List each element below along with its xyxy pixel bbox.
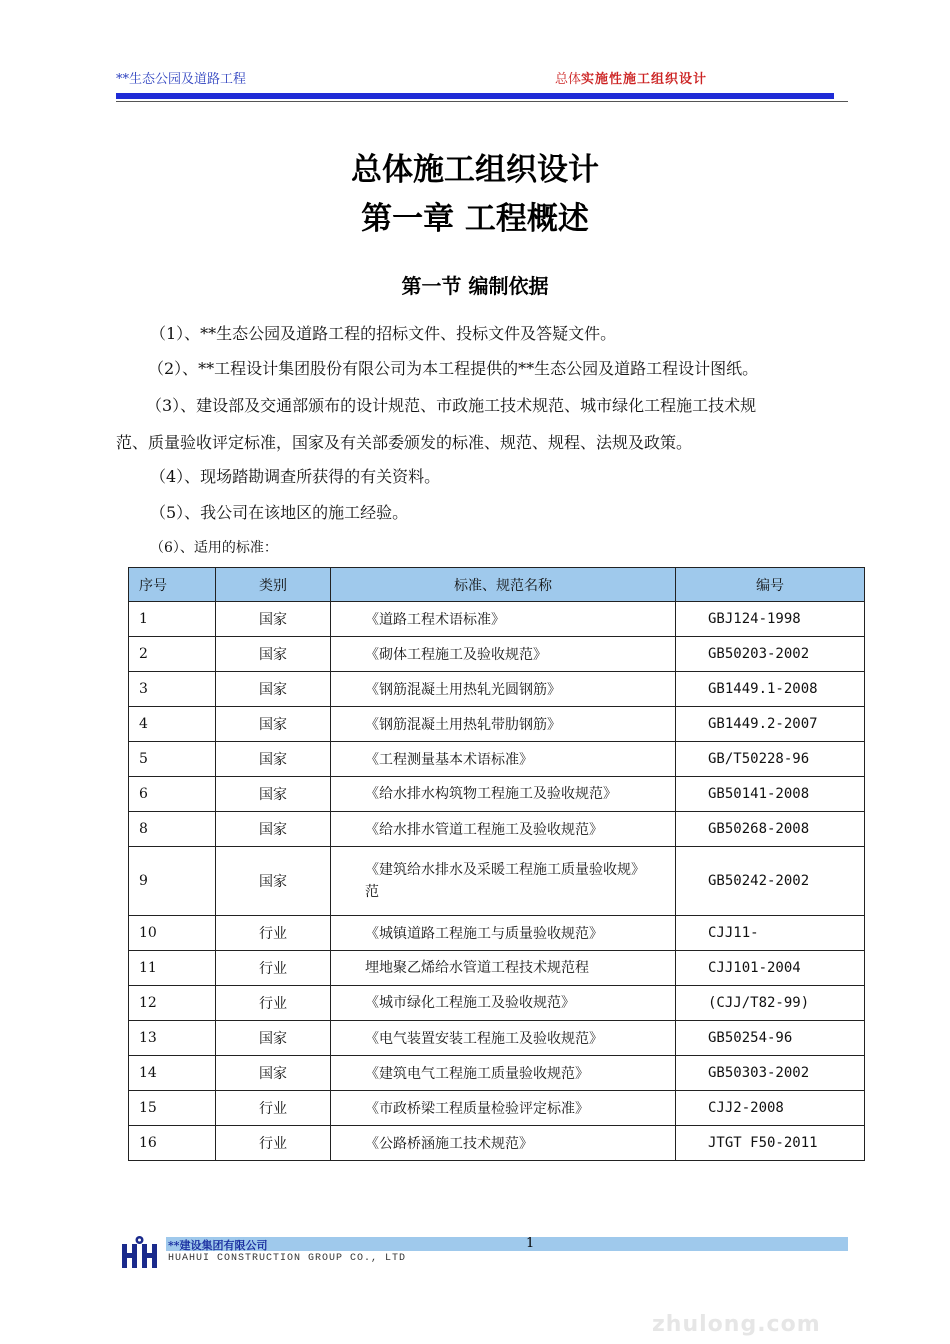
cell-standard-name	[331, 986, 676, 1021]
header-thin-rule	[116, 101, 848, 102]
cell-standard-name	[331, 951, 676, 986]
table-row	[129, 986, 865, 1021]
basis-item-1: （1）、**生态公园及道路工程的招标文件、投标文件及答疑文件。	[150, 324, 617, 343]
cell-code: GB50141-2008	[676, 777, 865, 812]
table-row	[129, 916, 865, 951]
cell-code: GB50268-2008	[676, 812, 865, 847]
table-row	[129, 777, 865, 812]
table-row	[129, 742, 865, 777]
col-header-number: 序号	[129, 568, 216, 602]
basis-item-6: （6）、适用的标准：	[150, 540, 278, 556]
footer-bar	[166, 1237, 848, 1251]
cell-code: GB1449.1-2008	[676, 672, 865, 707]
footer-company-name: **建设集团有限公司	[168, 1239, 268, 1252]
cell-standard-name	[331, 777, 676, 812]
cell-category: 国家	[216, 672, 331, 707]
basis-item-2: （2）、**工程设计集团股份有限公司为本工程提供的**生态公园及道路工程设计图纸。	[148, 359, 759, 378]
cell-standard-name: 《电气装置安装工程施工及验收规范》	[331, 1021, 676, 1056]
cell-number: 8	[129, 812, 216, 847]
table-row	[129, 602, 865, 637]
table-row	[129, 1056, 865, 1091]
cell-category: 行业	[216, 1126, 331, 1161]
header-project-name: **生态公园及道路工程	[116, 72, 247, 87]
table-row	[129, 1021, 865, 1056]
cell-category: 国家	[216, 637, 331, 672]
cell-code: GB50254-96	[676, 1021, 865, 1056]
cell-number: 3	[129, 672, 216, 707]
cell-standard-name: 《钢筋混凝土用热轧带肋钢筋》	[331, 707, 676, 742]
cell-number: 6	[129, 777, 216, 812]
cell-standard-name: 《工程测量基本术语标准》	[331, 742, 676, 777]
basis-item-5: （5）、我公司在该地区的施工经验。	[150, 503, 409, 522]
cell-code: GB/T50228-96	[676, 742, 865, 777]
table-row	[129, 637, 865, 672]
cell-number: 5	[129, 742, 216, 777]
cell-category: 国家	[216, 1021, 331, 1056]
cell-standard-name-text: 《城市绿化工程施工及验收规范》	[365, 995, 575, 1011]
col-header-category: 类别	[216, 568, 331, 602]
cell-number: 13	[129, 1021, 216, 1056]
cell-number: 14	[129, 1056, 216, 1091]
cell-standard-name: 《公路桥涵施工技术规范》	[331, 1126, 676, 1161]
cell-category: 国家	[216, 742, 331, 777]
table-row	[129, 1091, 865, 1126]
cell-category: 行业	[216, 916, 331, 951]
cell-standard-name: 《城镇道路工程施工与质量验收规范》	[331, 916, 676, 951]
col-header-standard-name: 标准、规范名称	[331, 568, 676, 602]
cell-standard-name: 《砌体工程施工及验收规范》	[331, 637, 676, 672]
cell-standard-name: 《钢筋混凝土用热轧光圆钢筋》	[331, 672, 676, 707]
table-row	[129, 672, 865, 707]
cell-category: 行业	[216, 951, 331, 986]
cell-standard-name: 《建筑电气工程施工质量验收规范》	[331, 1056, 676, 1091]
cell-code: GBJ124-1998	[676, 602, 865, 637]
cell-category: 国家	[216, 1056, 331, 1091]
cell-number: 1	[129, 602, 216, 637]
cell-category: 国家	[216, 812, 331, 847]
cell-number: 12	[129, 986, 216, 1021]
basis-item-3-line-1: （3）、建设部及交通部颁布的设计规范、市政施工技术规范、城市绿化工程施工技术规	[146, 396, 757, 415]
cell-code	[676, 916, 865, 951]
basis-item-3-line-2: 范、质量验收评定标准，国家及有关部委颁发的标准、规范、规程、法规及政策。	[116, 433, 693, 452]
watermark: zhulong.com	[652, 1312, 821, 1337]
cell-code: (CJJ/T82-99)	[676, 986, 865, 1021]
cell-standard-name-text: 《给水排水构筑物工程施工及验收规范》	[365, 786, 617, 802]
cell-category: 国家	[216, 602, 331, 637]
cell-number: 4	[129, 707, 216, 742]
table-header-row	[129, 568, 865, 602]
cell-category: 国家	[216, 707, 331, 742]
cell-code-text: CJJ11-	[708, 925, 759, 941]
cell-code: JTGT F50-2011	[676, 1126, 865, 1161]
cell-category: 国家	[216, 847, 331, 916]
basis-item-4: （4）、现场踏勘调查所获得的有关资料。	[150, 467, 441, 486]
header-document-type	[555, 68, 707, 87]
cell-standard-name: 《给水排水管道工程施工及验收规范》	[331, 812, 676, 847]
cell-standard-name: 《市政桥梁工程质量检验评定标准》	[331, 1091, 676, 1126]
cell-code: GB1449.2-2007	[676, 707, 865, 742]
cell-code: GB50303-2002	[676, 1056, 865, 1091]
table-row	[129, 1126, 865, 1161]
header-document-type-bold: 实施性施工组织设计	[581, 72, 708, 87]
chapter-title: 第一章 工程概述	[361, 201, 589, 237]
cell-category: 国家	[216, 777, 331, 812]
footer-company-name-en: HUAHUI CONSTRUCTION GROUP CO., LTD	[168, 1253, 407, 1264]
standards-table	[128, 567, 865, 1161]
table-row	[129, 847, 865, 916]
page-number: 1	[526, 1236, 535, 1251]
cell-number: 2	[129, 637, 216, 672]
cell-standard-name-text: 《建筑给水排水及采暖工程施工质量验收规》	[365, 862, 645, 878]
section-title: 第一节 编制依据	[401, 274, 549, 298]
header-rule	[116, 93, 834, 99]
cell-standard-name-overflow: 范	[365, 884, 379, 900]
cell-standard-name-text: 埋地聚乙烯给水管道工程技术规范程	[365, 960, 589, 976]
cell-code: CJJ101-2004	[676, 951, 865, 986]
cell-standard-name	[331, 847, 676, 916]
table-row	[129, 951, 865, 986]
table-row	[129, 707, 865, 742]
header-document-type-prefix: 总体	[555, 72, 582, 87]
col-header-code: 编号	[676, 568, 865, 602]
cell-category: 行业	[216, 986, 331, 1021]
cell-code: GB50203-2002	[676, 637, 865, 672]
table-row	[129, 812, 865, 847]
cell-number: 16	[129, 1126, 216, 1161]
cell-number: 15	[129, 1091, 216, 1126]
cell-number: 11	[129, 951, 216, 986]
cell-standard-name: 《道路工程术语标准》	[331, 602, 676, 637]
cell-number: 9	[129, 847, 216, 916]
cell-code: GB50242-2002	[676, 847, 865, 916]
cell-category: 行业	[216, 1091, 331, 1126]
company-logo-icon	[120, 1234, 162, 1272]
document-title: 总体施工组织设计	[351, 152, 599, 188]
cell-number: 10	[129, 916, 216, 951]
cell-code: CJJ2-2008	[676, 1091, 865, 1126]
